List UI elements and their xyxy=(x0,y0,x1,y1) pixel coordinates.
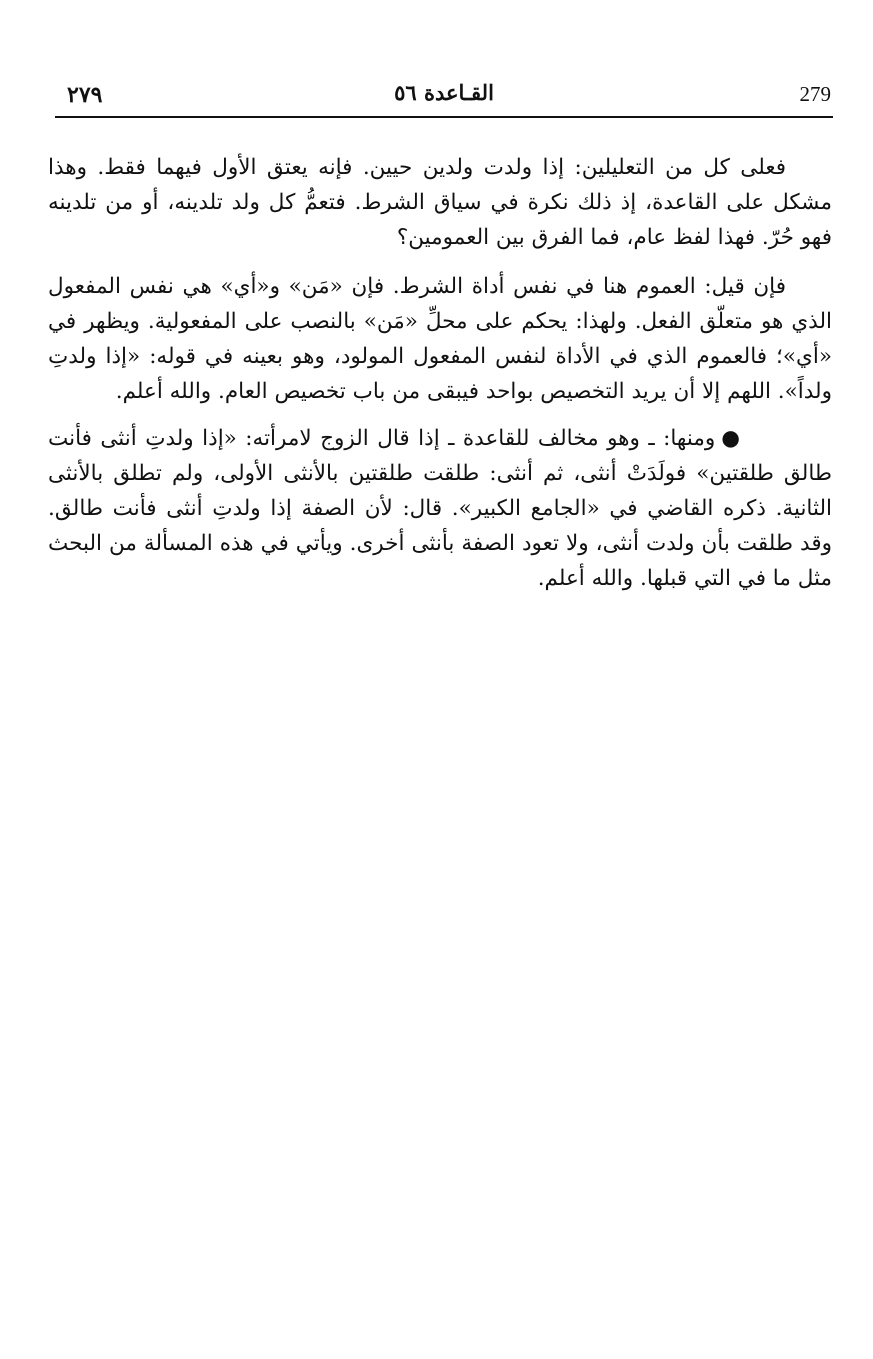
page-number-arabic: ٢٧٩ xyxy=(67,82,103,108)
paragraph xyxy=(48,269,832,409)
paragraph-text: فإن قيل: العموم هنا في نفس أداة الشرط. فإن «مَن» و«أي» هي نفس المفعول الذي هو متعلّق الفعل. ولهذا: يحكم على محلِّ «مَن» بالنصب على المفعولية. ويظهر في «أي»؛ فالعموم الذي في الأداة لنفس المفعول المولود، وهو بعينه في قوله: «إذا ولدتِ ولداً». اللهم إلا أن يريد التخصيص بواحد فيبقى من باب تخصيص العام. والله أعلم. xyxy=(48,274,832,404)
paragraph-text: فعلى كل من التعليلين: إذا ولدت ولدين حيين. فإنه يعتق الأول فيهما فقط. وهذا مشكل على القاعدة، إذ ذلك نكرة في سياق الشرط. فتعمُّ كل ولد تلدينه، أو من تلدينه فهو حُرّ. فهذا لفظ عام، فما الفرق بين العمومين؟ xyxy=(48,155,832,250)
page-header xyxy=(55,78,833,112)
paragraph xyxy=(48,421,832,596)
bullet-icon: ● xyxy=(721,426,740,451)
paragraph xyxy=(48,150,832,255)
page-number-latin: 279 xyxy=(799,82,831,106)
running-title: القـاعدة ٥٦ xyxy=(394,80,494,105)
body-text xyxy=(48,150,832,610)
paragraph-text: ومنها: ـ وهو مخالف للقاعدة ـ إذا قال الزوج لامرأته: «إذا ولدتِ أنثى فأنت طالق طلقتين» فولَدَتْ أنثى، ثم أنثى: طلقت طلقتين بالأنثى الأولى، ولم تطلق بالأنثى الثانية. ذكره القاضي في «الجامع الكبير». قال: لأن الصفة إذا ولدتِ أنثى فأنت طالق. وقد طلقت بأن ولدت أنثى، ولا تعود الصفة بأنثى أخرى. ويأتي في هذه المسألة من البحث مثل ما في التي قبلها. والله أعلم. xyxy=(48,426,832,591)
header-rule xyxy=(55,116,833,118)
